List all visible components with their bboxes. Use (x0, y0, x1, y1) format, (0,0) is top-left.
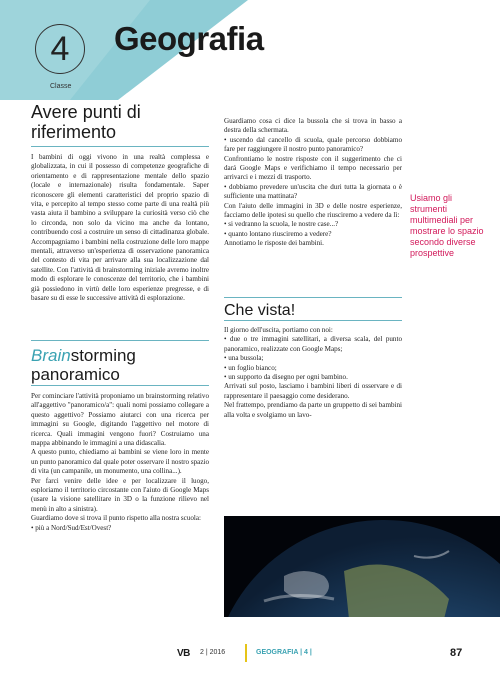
paragraph: • quanto lontano riusciremo a vedere? (224, 229, 332, 238)
footer-divider (245, 644, 247, 662)
heading-line2: panoramico (31, 365, 120, 384)
section-body-riferimento (31, 153, 209, 304)
section-heading-riferimento: Avere punti di riferimento (31, 102, 141, 142)
paragraph: Confrontiamo le nostre risposte con il suggerimento che ci dará Google Maps e verifichiamo il tempo necessario per arrivarci e i mezzi di trasporto. (224, 154, 402, 182)
page-title: Geografia (114, 20, 264, 57)
paragraph: • una bussola; (224, 354, 264, 363)
paragraph: • si vedranno la scuola, le nostre case...? (224, 220, 339, 229)
paragraph: Nel frattempo, prendiamo da parte un gruppetto di sei bambini alla volta e svolgiamo un lavo- (224, 401, 402, 419)
paragraph: Per farci venire delle idee e per localizzare il luogo, esploriamo il territorio circostante con l'aiuto di Google Maps (usare la visione satellitare in 3D o la funzione rilievo nel menù in alto a sinistra). (31, 476, 209, 513)
section-divider (224, 320, 402, 321)
paragraph: Annotiamo le risposte dei bambini. (224, 239, 324, 248)
earth-satellite-image (224, 516, 500, 617)
magazine-logo: VB (177, 648, 190, 659)
paragraph: Per cominciare l'attività proponiamo un brainstorming relativo all'aggettivo "panoramico/a": quali nomi possiamo collegare a questo aggettivo? Possiamo aiutarci con una ricerca per immagini su Google, digitando l'aggettivo nel motore di ricerca. Quali immagini vengono fuori? Costruiamo una mappa abbinando le immagini a una didascalia. (31, 392, 209, 448)
page-number: 87 (450, 647, 463, 659)
sidebar-note: Usiamo gli strumenti multimediali per mostrare lo spazio secondo diverse prospettive (410, 193, 484, 258)
paragraph: • dobbiamo prevedere un'uscita che duri tutta la giornata o è sufficiente una mattinata? (224, 182, 402, 201)
heading-italic-part: Brain (31, 346, 71, 365)
grade-label: Classe (50, 83, 72, 90)
subject-label: GEOGRAFIA | 4 | (256, 649, 312, 656)
paragraph: Guardiamo cosa ci dice la bussola che si trova in basso a destra della schermata. (224, 117, 402, 135)
section-divider (31, 385, 209, 386)
paragraph: • un supporto da disegno per ogni bambino. (224, 373, 348, 382)
column2-body (224, 117, 402, 249)
section-heading-che-vista: Che vista! (224, 302, 296, 319)
section-divider (31, 340, 209, 341)
paragraph: Guardiamo dove si trova il punto rispetto alla nostra scuola: (31, 514, 202, 523)
paragraph: Con l'aiuto delle immagini in 3D e delle nostre esperienze, facciamo delle ipotesi su quello che riusciremo a vedere da lì: (224, 201, 402, 220)
section-divider (224, 297, 402, 298)
page-footer (0, 640, 500, 670)
paragraph: • un foglio bianco; (224, 363, 277, 372)
heading-rest-part: storming (70, 346, 136, 365)
grade-number-badge: 4 (35, 24, 85, 74)
paragraph: A questo punto, chiediamo ai bambini se viene loro in mente un punto panoramico dal quale poter osservare il nostro spazio di vita (un campanile, un monumento, una collina...). (31, 448, 209, 476)
paragraph: Arrivati sul posto, lasciamo i bambini liberi di osservare e di rappresentare il paesaggio come desiderano. (224, 382, 402, 400)
section-heading-brainstorming (31, 346, 136, 384)
section-divider (31, 146, 209, 147)
issue-number: 2 | 2016 (200, 649, 226, 656)
paragraph: I bambini di oggi vivono in una realtà complessa e globalizzata, in cui il possesso di competenze geografiche di orientamento e di rappresentazione mentale dello spazio (locale e internazionale) risulta fondamentale. Saper riconoscere gli elementi caratteristici del proprio spazio di vita, e percepito al tempo stesso come parte di una realtà più vasta aiuta il bambino a sviluppare la curiosità verso ciò che lo circonda, non solo da vicino ma anche da lontano, contribuendo così a costruire un senso di cittadinanza globale. Accompagniamo i bambini nella costruzione delle loro mappe mentali, attraverso un'esperienza di osservazione panoramica del contesto di vita per arrivare alla sua localizzazione dal satellite. Con l'attività di brainstorming iniziale avremo inoltre modo di esplorare le conoscenze del territorio, che i bambini già possiedono in virtù delle loro esperienze pregresse, e di basare su di esse le successive attività di esplorazione. (31, 153, 209, 303)
paragraph: Il giorno dell'uscita, portiamo con noi: (224, 326, 333, 334)
section-body-brainstorming (31, 392, 209, 533)
section-body-che-vista (224, 326, 402, 420)
paragraph: • due o tre immagini satellitari, a diversa scala, del punto panoramico, realizzate con Google Maps; (224, 335, 402, 353)
paragraph: • più a Nord/Sud/Est/Ovest? (31, 523, 112, 532)
paragraph: • uscendo dal cancello di scuola, quale percorso dobbiamo fare per raggiungere il nostro punto panoramico? (224, 135, 402, 154)
